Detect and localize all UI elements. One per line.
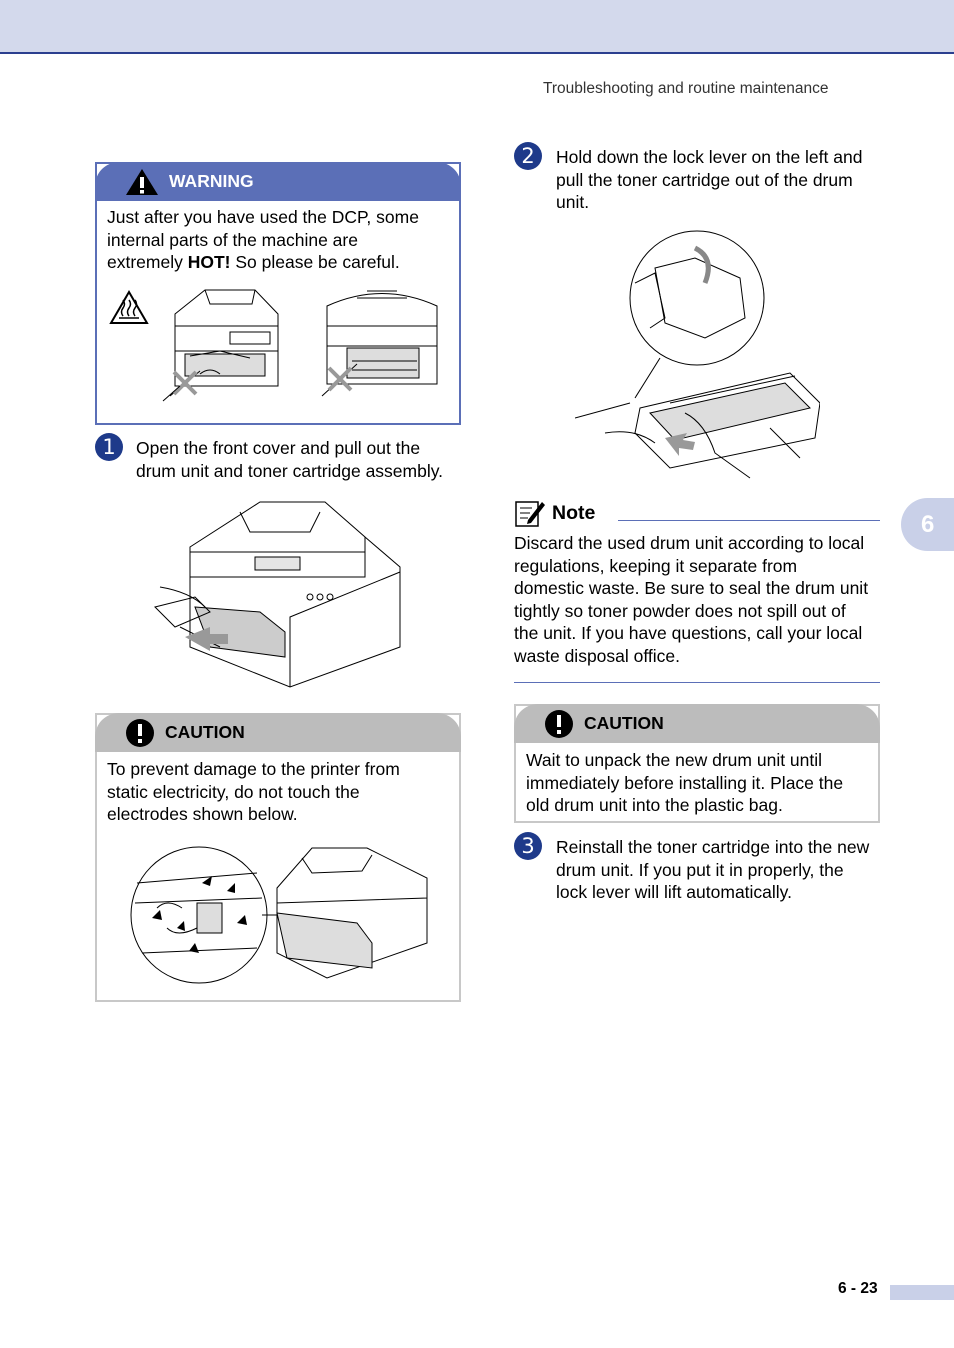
- caution-exclamation-icon: [544, 709, 574, 739]
- caution-box-right: [514, 704, 880, 823]
- note-rule: [618, 520, 880, 521]
- chapter-tab[interactable]: 6: [901, 498, 954, 551]
- warning-line: extremely HOT! So please be careful.: [107, 252, 400, 272]
- caution-text: Wait to unpack the new drum unit until immediately before installing it. Place the old drum unit into the plastic bag.: [526, 750, 844, 815]
- note-bottom-rule: [514, 682, 880, 683]
- warning-header: [95, 162, 461, 201]
- hot-parts-illustration-rear: [317, 286, 447, 411]
- step-3-text: Reinstall the toner cartridge into the new drum unit. If you put it in properly, the lock lever will lift automatically.: [556, 837, 870, 902]
- warning-line: Just after you have used the DCP, some: [107, 207, 419, 227]
- caution-title: CAUTION: [165, 722, 245, 742]
- note-pencil-icon: [514, 498, 546, 528]
- step-1-text: Open the front cover and pull out the drum unit and toner cartridge assembly.: [136, 438, 444, 481]
- hot-parts-illustration-front: [160, 286, 290, 411]
- hot-emphasis: HOT!: [187, 252, 231, 272]
- electrodes-illustration: [127, 843, 432, 988]
- caution-exclamation-icon: [125, 718, 155, 748]
- warning-box: [95, 162, 461, 425]
- step-2-text: Hold down the lock lever on the left and pull the toner cartridge out of the drum unit.: [556, 147, 863, 212]
- running-head: Troubleshooting and routine maintenance: [543, 80, 829, 97]
- caution-text: To prevent damage to the printer from static electricity, do not touch the electrodes shown below.: [107, 759, 400, 824]
- step-number: 3: [514, 832, 542, 860]
- caution-header: [95, 713, 461, 752]
- drum-removal-illustration: [150, 497, 420, 692]
- page-number-bar: [890, 1285, 954, 1300]
- hot-surface-icon: [109, 290, 149, 326]
- caution-box-left: [95, 713, 461, 1002]
- top-band: [0, 0, 954, 54]
- caution-title: CAUTION: [584, 713, 664, 733]
- note-header: [514, 498, 595, 528]
- warning-text: [107, 206, 457, 274]
- warning-triangle-icon: [125, 168, 159, 196]
- note-title: Note: [552, 501, 596, 524]
- step-number: 1: [95, 433, 123, 461]
- toner-removal-illustration: [575, 228, 820, 483]
- caution-header: [514, 704, 880, 743]
- page-number: 6 - 23: [838, 1280, 878, 1297]
- note-text: Discard the used drum unit according to local regulations, keeping it separate from domestic waste. Be sure to seal the drum unit tightly so toner powder does not spill out of the unit. If you have questions, call your local waste disposal office.: [514, 533, 869, 666]
- warning-line: internal parts of the machine are: [107, 229, 358, 250]
- warning-title: WARNING: [169, 171, 254, 191]
- step-number: 2: [514, 142, 542, 170]
